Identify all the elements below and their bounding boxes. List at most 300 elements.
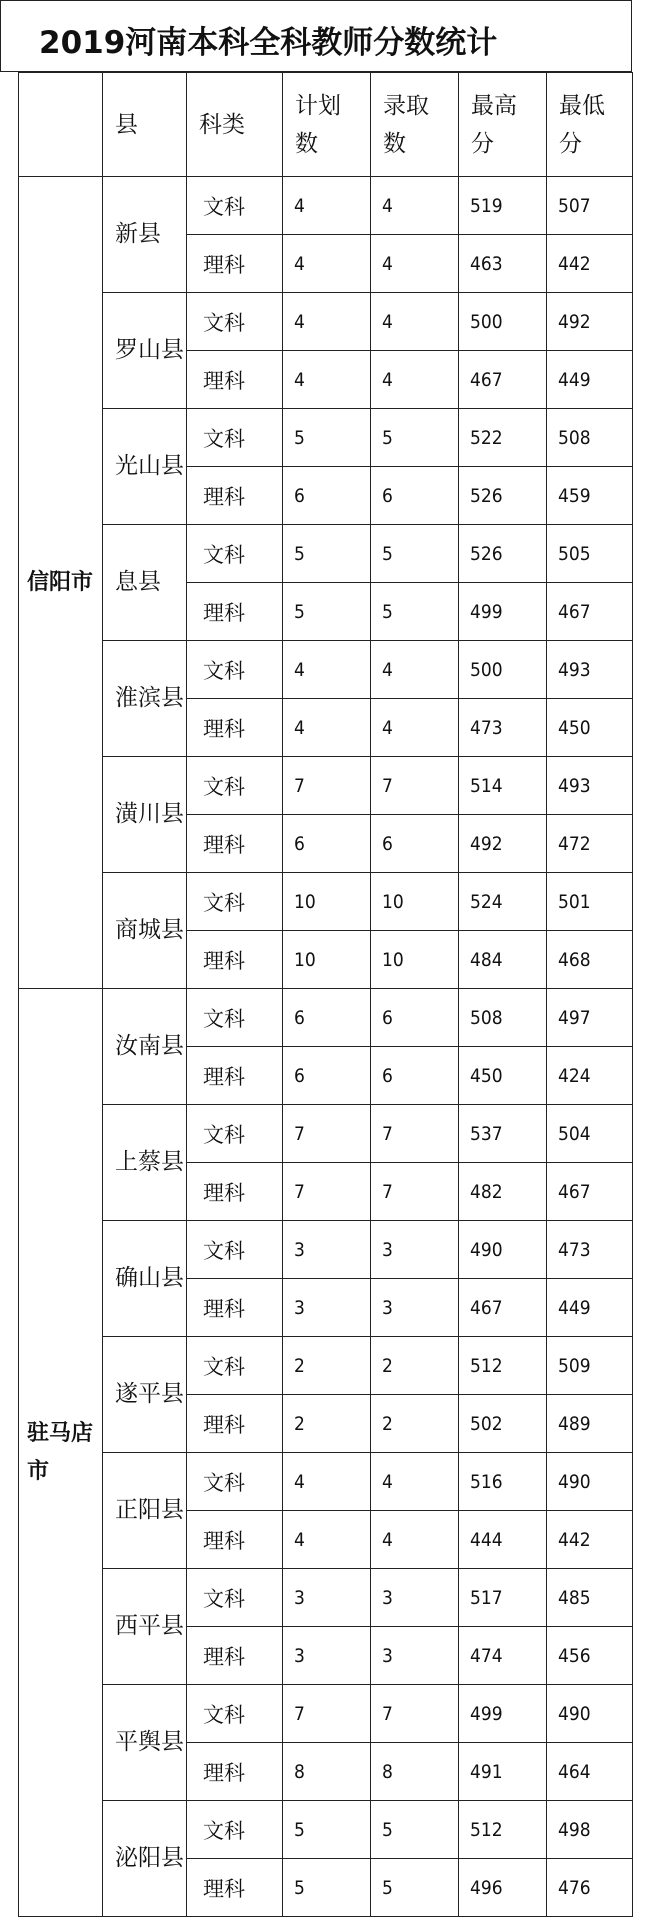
county-cell — [102, 292, 187, 409]
subject-cell — [186, 234, 283, 293]
county-cell — [102, 1568, 187, 1685]
county-cell — [102, 1336, 187, 1453]
admitted-cell — [370, 292, 459, 351]
plan-cell — [282, 1742, 371, 1801]
min-score-cell-text: 493 — [558, 774, 591, 797]
plan-cell — [282, 640, 371, 699]
max-score-cell-text: 499 — [470, 600, 503, 623]
county-cell-text — [115, 790, 184, 839]
max-score-cell — [458, 1336, 547, 1395]
plan-cell — [282, 1220, 371, 1279]
header-max-line: 最高 — [471, 92, 517, 119]
min-score-cell — [546, 698, 633, 757]
min-score-cell-text: 485 — [558, 1586, 591, 1609]
min-score-cell-text: 456 — [558, 1644, 591, 1667]
plan-cell-text: 3 — [294, 1644, 305, 1667]
max-score-cell-text: 474 — [470, 1644, 503, 1667]
subject-cell — [186, 1742, 283, 1801]
subject-cell-text: 理科 — [203, 1876, 245, 1901]
header-city — [18, 72, 103, 177]
plan-cell-text: 3 — [294, 1238, 305, 1261]
max-score-cell — [458, 698, 547, 757]
subject-cell-text: 文科 — [203, 1122, 245, 1147]
min-score-cell-text: 473 — [558, 1238, 591, 1261]
max-score-cell-text: 482 — [470, 1180, 503, 1203]
header-min-line: 最低 — [559, 92, 605, 119]
max-score-cell — [458, 1046, 547, 1105]
title-bar — [0, 0, 632, 72]
plan-cell-text: 7 — [294, 774, 305, 797]
max-score-cell — [458, 292, 547, 351]
max-score-cell — [458, 408, 547, 467]
subject-cell — [186, 176, 283, 235]
county-cell-text — [115, 1602, 184, 1651]
max-score-cell-text: 492 — [470, 832, 503, 855]
min-score-cell — [546, 1162, 633, 1221]
plan-cell — [282, 1394, 371, 1453]
county-cell — [102, 408, 187, 525]
min-score-cell — [546, 350, 633, 409]
max-score-cell-text: 463 — [470, 252, 503, 275]
subject-cell — [186, 1046, 283, 1105]
admitted-cell-text: 4 — [382, 1528, 393, 1551]
plan-cell — [282, 1626, 371, 1685]
county-cell — [102, 1220, 187, 1337]
county-cell-line: 县 — [161, 917, 184, 943]
plan-cell-text: 5 — [294, 1876, 305, 1899]
subject-cell — [186, 1220, 283, 1279]
admitted-cell-text: 4 — [382, 658, 393, 681]
admitted-cell-text: 2 — [382, 1354, 393, 1377]
subject-cell — [186, 1568, 283, 1627]
plan-cell-text: 5 — [294, 600, 305, 623]
subject-cell — [186, 1336, 283, 1395]
plan-cell — [282, 1278, 371, 1337]
header-plan-text — [295, 87, 341, 163]
subject-cell-text: 理科 — [203, 716, 245, 741]
admitted-cell-text: 5 — [382, 600, 393, 623]
subject-cell — [186, 756, 283, 815]
subject-cell-text: 文科 — [203, 890, 245, 915]
max-score-cell-text: 473 — [470, 716, 503, 739]
county-cell-line: 县 — [161, 1265, 184, 1291]
city-cell-text — [27, 564, 93, 602]
plan-cell-text: 4 — [294, 368, 305, 391]
min-score-cell — [546, 756, 633, 815]
min-score-cell-text: 490 — [558, 1470, 591, 1493]
subject-cell-text: 理科 — [203, 484, 245, 509]
min-score-cell-text: 468 — [558, 948, 591, 971]
county-cell-line: 县 — [161, 1497, 184, 1523]
plan-cell — [282, 698, 371, 757]
min-score-cell — [546, 1568, 633, 1627]
subject-cell-text: 文科 — [203, 658, 245, 683]
county-cell-text — [115, 906, 184, 955]
header-county-text: 县 — [115, 111, 138, 138]
county-cell-line: 新县 — [115, 221, 161, 247]
max-score-cell — [458, 1568, 547, 1627]
admitted-cell — [370, 524, 459, 583]
plan-cell — [282, 234, 371, 293]
county-cell-line: 商城 — [115, 917, 161, 943]
admitted-cell-text: 10 — [382, 948, 404, 971]
max-score-cell — [458, 524, 547, 583]
county-cell-line: 县 — [161, 1381, 184, 1407]
plan-cell-text: 5 — [294, 426, 305, 449]
admitted-cell — [370, 1626, 459, 1685]
max-score-cell — [458, 1800, 547, 1859]
subject-cell — [186, 872, 283, 931]
admitted-cell-text: 10 — [382, 890, 404, 913]
plan-cell-text: 4 — [294, 1528, 305, 1551]
admitted-cell — [370, 582, 459, 641]
plan-cell-text: 7 — [294, 1180, 305, 1203]
max-score-cell-text: 522 — [470, 426, 503, 449]
max-score-cell — [458, 176, 547, 235]
admitted-cell — [370, 234, 459, 293]
admitted-cell-text: 3 — [382, 1296, 393, 1319]
max-score-cell — [458, 1858, 547, 1917]
subject-cell — [186, 1394, 283, 1453]
county-cell-line: 县 — [161, 801, 184, 827]
max-score-cell-text: 490 — [470, 1238, 503, 1261]
plan-cell-text: 6 — [294, 1006, 305, 1029]
plan-cell — [282, 582, 371, 641]
min-score-cell — [546, 466, 633, 525]
subject-cell — [186, 698, 283, 757]
max-score-cell — [458, 872, 547, 931]
header-admitted-line: 录取 — [383, 92, 429, 119]
min-score-cell — [546, 176, 633, 235]
page-title: 2019河南本科全科教师分数统计 — [39, 25, 498, 61]
subject-cell-text: 文科 — [203, 194, 245, 219]
max-score-cell — [458, 930, 547, 989]
admitted-cell — [370, 1858, 459, 1917]
admitted-cell-text: 8 — [382, 1760, 393, 1783]
plan-cell-text: 6 — [294, 484, 305, 507]
county-cell-line: 平舆 — [115, 1729, 161, 1755]
admitted-cell — [370, 1220, 459, 1279]
max-score-cell — [458, 1452, 547, 1511]
min-score-cell — [546, 1104, 633, 1163]
county-cell-text — [115, 326, 184, 375]
subject-cell-text: 理科 — [203, 1180, 245, 1205]
max-score-cell-text: 500 — [470, 658, 503, 681]
max-score-cell — [458, 350, 547, 409]
header-admitted-text — [383, 87, 429, 163]
county-cell — [102, 524, 187, 641]
plan-cell — [282, 756, 371, 815]
subject-cell-text: 文科 — [203, 1354, 245, 1379]
min-score-cell-text: 497 — [558, 1006, 591, 1029]
min-score-cell-text: 464 — [558, 1760, 591, 1783]
county-cell-line: 县 — [161, 1149, 184, 1175]
admitted-cell-text: 4 — [382, 252, 393, 275]
plan-cell — [282, 814, 371, 873]
county-cell-text — [115, 1718, 184, 1767]
subject-cell-text: 理科 — [203, 1064, 245, 1089]
plan-cell — [282, 524, 371, 583]
admitted-cell — [370, 1452, 459, 1511]
subject-cell-text: 文科 — [203, 1238, 245, 1263]
admitted-cell — [370, 1336, 459, 1395]
subject-cell-text: 理科 — [203, 948, 245, 973]
plan-cell — [282, 176, 371, 235]
plan-cell-text: 2 — [294, 1412, 305, 1435]
admitted-cell — [370, 1046, 459, 1105]
county-cell-line: 遂平 — [115, 1381, 161, 1407]
plan-cell-text: 4 — [294, 658, 305, 681]
min-score-cell-text: 489 — [558, 1412, 591, 1435]
subject-cell — [186, 408, 283, 467]
min-score-cell-text: 493 — [558, 658, 591, 681]
plan-cell — [282, 872, 371, 931]
admitted-cell — [370, 1394, 459, 1453]
max-score-cell-text: 517 — [470, 1586, 503, 1609]
max-score-cell — [458, 1104, 547, 1163]
county-cell-line: 县 — [161, 685, 184, 711]
max-score-cell — [458, 988, 547, 1047]
admitted-cell-text: 3 — [382, 1644, 393, 1667]
subject-cell — [186, 582, 283, 641]
admitted-cell-text: 5 — [382, 1818, 393, 1841]
max-score-cell — [458, 756, 547, 815]
county-cell-line: 县 — [161, 453, 184, 479]
county-cell-text — [115, 1486, 184, 1535]
admitted-cell-text: 6 — [382, 1064, 393, 1087]
min-score-cell — [546, 1626, 633, 1685]
county-cell-line: 光山 — [115, 453, 161, 479]
min-score-cell — [546, 1742, 633, 1801]
county-cell — [102, 640, 187, 757]
header-plan — [282, 72, 371, 177]
header-min — [546, 72, 633, 177]
plan-cell-text: 7 — [294, 1122, 305, 1145]
plan-cell-text: 4 — [294, 252, 305, 275]
min-score-cell-text: 459 — [558, 484, 591, 507]
subject-cell — [186, 1684, 283, 1743]
header-max — [458, 72, 547, 177]
max-score-cell — [458, 1626, 547, 1685]
max-score-cell-text: 502 — [470, 1412, 503, 1435]
city-cell-line: 市 — [71, 569, 94, 595]
city-cell-line: 驻马 — [27, 1420, 72, 1446]
min-score-cell-text: 467 — [558, 1180, 591, 1203]
max-score-cell — [458, 640, 547, 699]
max-score-cell-text: 524 — [470, 890, 503, 913]
max-score-cell-text: 512 — [470, 1818, 503, 1841]
admitted-cell — [370, 408, 459, 467]
plan-cell-text: 2 — [294, 1354, 305, 1377]
plan-cell — [282, 1452, 371, 1511]
admitted-cell — [370, 1162, 459, 1221]
plan-cell — [282, 350, 371, 409]
county-cell — [102, 988, 187, 1105]
subject-cell-text: 文科 — [203, 1818, 245, 1843]
max-score-cell-text: 467 — [470, 368, 503, 391]
subject-cell-text: 理科 — [203, 1528, 245, 1553]
admitted-cell — [370, 1742, 459, 1801]
county-cell-line: 县 — [161, 1033, 184, 1059]
subject-cell — [186, 1278, 283, 1337]
min-score-cell — [546, 1452, 633, 1511]
min-score-cell — [546, 1046, 633, 1105]
min-score-cell — [546, 292, 633, 351]
header-plan-line: 计划 — [295, 92, 341, 119]
admitted-cell-text: 7 — [382, 774, 393, 797]
subject-cell-text: 理科 — [203, 1412, 245, 1437]
subject-cell-text: 理科 — [203, 600, 245, 625]
admitted-cell — [370, 350, 459, 409]
min-score-cell-text: 442 — [558, 252, 591, 275]
admitted-cell-text: 4 — [382, 310, 393, 333]
admitted-cell — [370, 1684, 459, 1743]
plan-cell-text: 10 — [294, 890, 316, 913]
min-score-cell — [546, 1684, 633, 1743]
county-cell-text — [115, 1138, 184, 1187]
county-cell — [102, 176, 187, 293]
admitted-cell-text: 3 — [382, 1238, 393, 1261]
min-score-cell-text: 442 — [558, 1528, 591, 1551]
subject-cell — [186, 930, 283, 989]
max-score-cell — [458, 1684, 547, 1743]
header-admitted-line: 数 — [383, 130, 406, 157]
subject-cell — [186, 292, 283, 351]
admitted-cell-text: 4 — [382, 368, 393, 391]
max-score-cell-text: 491 — [470, 1760, 503, 1783]
subject-cell-text: 文科 — [203, 426, 245, 451]
max-score-cell-text: 450 — [470, 1064, 503, 1087]
subject-cell — [186, 524, 283, 583]
county-cell-line: 罗山 — [115, 337, 161, 363]
subject-cell — [186, 350, 283, 409]
header-county — [102, 72, 187, 177]
admitted-cell — [370, 1278, 459, 1337]
max-score-cell — [458, 234, 547, 293]
admitted-cell-text: 7 — [382, 1180, 393, 1203]
county-cell-line: 县 — [161, 1845, 184, 1871]
plan-cell — [282, 1336, 371, 1395]
max-score-cell — [458, 466, 547, 525]
subject-cell — [186, 640, 283, 699]
admitted-cell-text: 4 — [382, 716, 393, 739]
plan-cell — [282, 1046, 371, 1105]
county-cell-line: 县 — [161, 1729, 184, 1755]
plan-cell-text: 7 — [294, 1702, 305, 1725]
county-cell-text — [115, 1254, 184, 1303]
admitted-cell-text: 7 — [382, 1122, 393, 1145]
max-score-cell — [458, 1394, 547, 1453]
plan-cell — [282, 408, 371, 467]
admitted-cell — [370, 930, 459, 989]
max-score-cell — [458, 1278, 547, 1337]
county-cell-line: 汝南 — [115, 1033, 161, 1059]
plan-cell — [282, 930, 371, 989]
plan-cell-text: 4 — [294, 1470, 305, 1493]
county-cell-line: 泌阳 — [115, 1845, 161, 1871]
subject-cell-text: 理科 — [203, 832, 245, 857]
plan-cell — [282, 988, 371, 1047]
max-score-cell — [458, 582, 547, 641]
plan-cell-text: 4 — [294, 194, 305, 217]
admitted-cell — [370, 640, 459, 699]
plan-cell — [282, 1104, 371, 1163]
min-score-cell — [546, 1278, 633, 1337]
subject-cell — [186, 1800, 283, 1859]
min-score-cell-text: 476 — [558, 1876, 591, 1899]
plan-cell-text: 10 — [294, 948, 316, 971]
min-score-cell-text: 490 — [558, 1702, 591, 1725]
county-cell — [102, 872, 187, 989]
subject-cell — [186, 814, 283, 873]
subject-cell-text: 文科 — [203, 310, 245, 335]
plan-cell — [282, 1510, 371, 1569]
max-score-cell-text: 514 — [470, 774, 503, 797]
admitted-cell — [370, 176, 459, 235]
plan-cell — [282, 1162, 371, 1221]
county-cell-text — [115, 674, 184, 723]
county-cell-line: 淮滨 — [115, 685, 161, 711]
plan-cell-text: 3 — [294, 1296, 305, 1319]
city-cell — [18, 988, 103, 1917]
min-score-cell-text: 492 — [558, 310, 591, 333]
max-score-cell-text: 526 — [470, 484, 503, 507]
subject-cell — [186, 1104, 283, 1163]
min-score-cell — [546, 1394, 633, 1453]
county-cell-text — [115, 1022, 184, 1071]
header-min-text — [559, 87, 605, 163]
min-score-cell — [546, 640, 633, 699]
county-cell-line: 潢川 — [115, 801, 161, 827]
admitted-cell-text: 5 — [382, 426, 393, 449]
plan-cell-text: 4 — [294, 310, 305, 333]
max-score-cell — [458, 1742, 547, 1801]
city-cell — [18, 176, 103, 989]
min-score-cell — [546, 582, 633, 641]
county-cell — [102, 1800, 187, 1917]
county-cell-line: 息县 — [115, 569, 161, 595]
admitted-cell-text: 5 — [382, 542, 393, 565]
subject-cell-text: 理科 — [203, 368, 245, 393]
plan-cell-text: 4 — [294, 716, 305, 739]
min-score-cell — [546, 1336, 633, 1395]
header-min-line: 分 — [559, 130, 582, 157]
admitted-cell — [370, 1104, 459, 1163]
min-score-cell — [546, 930, 633, 989]
plan-cell-text: 3 — [294, 1586, 305, 1609]
plan-cell — [282, 292, 371, 351]
admitted-cell-text: 6 — [382, 1006, 393, 1029]
plan-cell-text: 5 — [294, 1818, 305, 1841]
subject-cell — [186, 1858, 283, 1917]
admitted-cell-text: 6 — [382, 832, 393, 855]
max-score-cell-text: 467 — [470, 1296, 503, 1319]
subject-cell — [186, 1626, 283, 1685]
subject-cell-text: 文科 — [203, 1470, 245, 1495]
max-score-cell-text: 499 — [470, 1702, 503, 1725]
max-score-cell-text: 526 — [470, 542, 503, 565]
min-score-cell — [546, 814, 633, 873]
county-cell-line: 确山 — [115, 1265, 161, 1291]
header-subject-text: 科类 — [199, 111, 245, 138]
county-cell-line: 县 — [161, 1613, 184, 1639]
header-subject — [186, 72, 283, 177]
admitted-cell — [370, 1568, 459, 1627]
subject-cell-text: 文科 — [203, 1586, 245, 1611]
header-admitted — [370, 72, 459, 177]
city-cell-line: 信阳 — [27, 569, 72, 595]
min-score-cell — [546, 1800, 633, 1859]
